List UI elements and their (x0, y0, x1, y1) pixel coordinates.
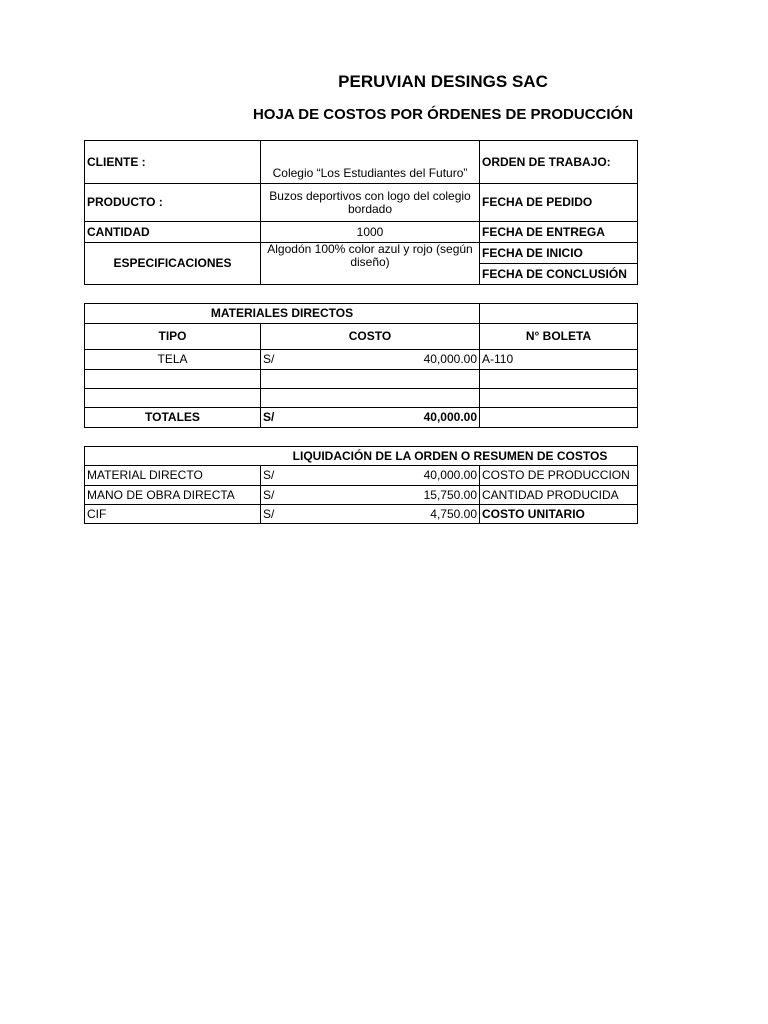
company-name: PERUVIAN DESINGS SAC (338, 72, 548, 91)
producto-label: PRODUCTO : (85, 184, 261, 222)
especificaciones-label: ESPECIFICACIONES (85, 243, 261, 285)
table-row (85, 466, 638, 486)
liq-amount: 4,750.00 (285, 505, 480, 524)
col-costo-header: COSTO (261, 324, 480, 350)
fecha-pedido-label: FECHA DE PEDIDO (480, 184, 638, 222)
liq-right: COSTO DE PRODUCCION (480, 466, 638, 486)
cliente-label: CLIENTE : (85, 141, 261, 184)
row-currency: S/ (261, 350, 285, 370)
empty-cell (85, 370, 261, 389)
orden-trabajo-label: ORDEN DE TRABAJO: (480, 141, 638, 184)
col-boleta-header: N° BOLETA (480, 324, 638, 350)
fecha-entrega-label: FECHA DE ENTREGA (480, 222, 638, 243)
empty-cell (85, 389, 261, 408)
totales-label: TOTALES (85, 408, 261, 428)
empty-cell (480, 304, 638, 324)
sheet-title: HOJA DE COSTOS POR ÓRDENES DE PRODUCCIÓN (252, 106, 634, 123)
col-tipo-header: TIPO (85, 324, 261, 350)
table-row (85, 350, 638, 370)
liquidacion-title: LIQUIDACIÓN DE LA ORDEN O RESUMEN DE COSTOS (85, 447, 638, 466)
especificaciones-value: Algodón 100% color azul y rojo (según diseño) (261, 243, 480, 285)
cantidad-label: CANTIDAD (85, 222, 261, 243)
liq-amount: 40,000.00 (285, 466, 480, 486)
order-info-table (84, 140, 638, 285)
table-row (85, 370, 638, 389)
row-tipo: TELA (85, 350, 261, 370)
liq-currency: S/ (261, 486, 285, 505)
table-row (85, 505, 638, 524)
totales-amount: 40,000.00 (285, 408, 480, 428)
liq-label: CIF (85, 505, 261, 524)
liq-right: COSTO UNITARIO (480, 505, 638, 524)
cantidad-value: 1000 (261, 222, 480, 243)
materiales-directos-table (84, 303, 638, 428)
liquidacion-table (84, 446, 638, 524)
totales-row (85, 408, 638, 428)
materiales-title: MATERIALES DIRECTOS (85, 304, 480, 324)
row-amount: 40,000.00 (285, 350, 480, 370)
producto-value: Buzos deportivos con logo del colegio bordado (261, 184, 480, 222)
totales-currency: S/ (261, 408, 285, 428)
cliente-value: Colegio “Los Estudiantes del Futuro” (261, 141, 480, 184)
liq-label: MATERIAL DIRECTO (85, 466, 261, 486)
liq-currency: S/ (261, 505, 285, 524)
row-boleta: A-110 (480, 350, 638, 370)
empty-cell (480, 408, 638, 428)
fecha-conclusion-label: FECHA DE CONCLUSIÓN (480, 264, 638, 285)
table-row (85, 389, 638, 408)
liq-label: MANO DE OBRA DIRECTA (85, 486, 261, 505)
empty-cell (261, 370, 480, 389)
liq-currency: S/ (261, 466, 285, 486)
table-row (85, 486, 638, 505)
empty-cell (480, 370, 638, 389)
fecha-inicio-label: FECHA DE INICIO (480, 243, 638, 264)
empty-cell (480, 389, 638, 408)
empty-cell (261, 389, 480, 408)
liq-right: CANTIDAD PRODUCIDA (480, 486, 638, 505)
liq-amount: 15,750.00 (285, 486, 480, 505)
